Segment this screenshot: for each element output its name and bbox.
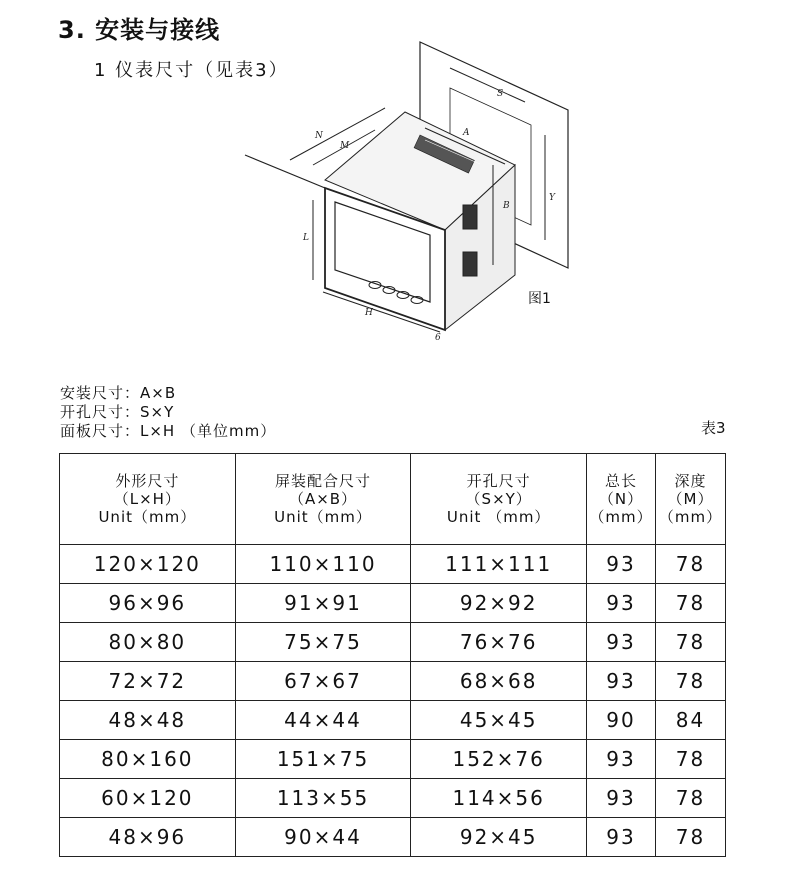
meter-dimension-diagram [235, 40, 575, 350]
side-clip-lower [463, 252, 477, 276]
table-cell: 48×48 [60, 701, 236, 740]
table-cell: 93 [587, 584, 656, 623]
table-header-row [60, 454, 726, 545]
table-cell: 78 [655, 818, 725, 857]
table-cell: 78 [655, 623, 725, 662]
table-cell: 93 [587, 779, 656, 818]
table-cell: 93 [587, 818, 656, 857]
figure-caption: 图1 [528, 291, 551, 307]
table-cell: 48×96 [60, 818, 236, 857]
table-cell: 93 [587, 662, 656, 701]
dim-label-h: H [365, 308, 373, 318]
header-fit-size: 屏装配合尺寸 （A×B） Unit（mm） [235, 454, 411, 545]
table-row [60, 662, 726, 701]
table-cell: 44×44 [235, 701, 411, 740]
table-cell: 114×56 [411, 779, 587, 818]
note-cutout-size: 开孔尺寸：S×Y [60, 403, 175, 421]
table-cell: 113×55 [235, 779, 411, 818]
table-row [60, 623, 726, 662]
table-cell: 78 [655, 779, 725, 818]
table-cell: 91×91 [235, 584, 411, 623]
table-cell: 110×110 [235, 545, 411, 584]
header-depth: 深度 （M） （mm） [655, 454, 725, 545]
table-cell: 78 [655, 584, 725, 623]
note-panel-size: 面板尺寸：L×H （单位mm） [60, 422, 277, 440]
table-cell: 78 [655, 662, 725, 701]
dim-label-a: A [463, 128, 470, 138]
table-cell: 80×160 [60, 740, 236, 779]
table-cell: 111×111 [411, 545, 587, 584]
table-cell: 96×96 [60, 584, 236, 623]
table-row [60, 740, 726, 779]
header-cutout-size: 开孔尺寸 （S×Y） Unit （mm） [411, 454, 587, 545]
dimension-table [59, 453, 726, 857]
dimension-notes [60, 384, 276, 441]
table-cell: 93 [587, 545, 656, 584]
table-caption: 表3 [701, 419, 726, 437]
dim-label-y: Y [549, 193, 555, 203]
table-cell: 84 [655, 701, 725, 740]
header-total-length: 总长 （N） （mm） [587, 454, 656, 545]
table-row [60, 584, 726, 623]
table-cell: 120×120 [60, 545, 236, 584]
table-cell: 76×76 [411, 623, 587, 662]
table-cell: 80×80 [60, 623, 236, 662]
table-row [60, 545, 726, 584]
side-clip-upper [463, 205, 477, 229]
table-cell: 67×67 [235, 662, 411, 701]
dim-label-n: N [315, 131, 323, 141]
dim-label-m: M [340, 141, 350, 151]
section-heading: 3. 安装与接线 [58, 16, 221, 44]
table-row [60, 779, 726, 818]
table-cell: 90×44 [235, 818, 411, 857]
table-cell: 152×76 [411, 740, 587, 779]
dim-label-l: L [303, 233, 309, 243]
table-cell: 93 [587, 623, 656, 662]
subsection-heading: 1 仪表尺寸（见表3） [94, 60, 289, 81]
table-cell: 93 [587, 740, 656, 779]
table-cell: 92×45 [411, 818, 587, 857]
table-cell: 72×72 [60, 662, 236, 701]
table-cell: 45×45 [411, 701, 587, 740]
note-install-size: 安装尺寸：A×B [60, 384, 177, 402]
table-cell: 78 [655, 740, 725, 779]
table-cell: 68×68 [411, 662, 587, 701]
dim-label-s: S [497, 89, 504, 99]
table-cell: 78 [655, 545, 725, 584]
table-cell: 75×75 [235, 623, 411, 662]
table-row [60, 818, 726, 857]
table-cell: 151×75 [235, 740, 411, 779]
table-cell: 92×92 [411, 584, 587, 623]
header-outline-size: 外形尺寸 （L×H） Unit（mm） [60, 454, 236, 545]
dim-label-b: B [503, 201, 510, 211]
table-cell: 60×120 [60, 779, 236, 818]
table-row [60, 701, 726, 740]
table-cell: 90 [587, 701, 656, 740]
dim-label-6: 6 [435, 333, 441, 343]
